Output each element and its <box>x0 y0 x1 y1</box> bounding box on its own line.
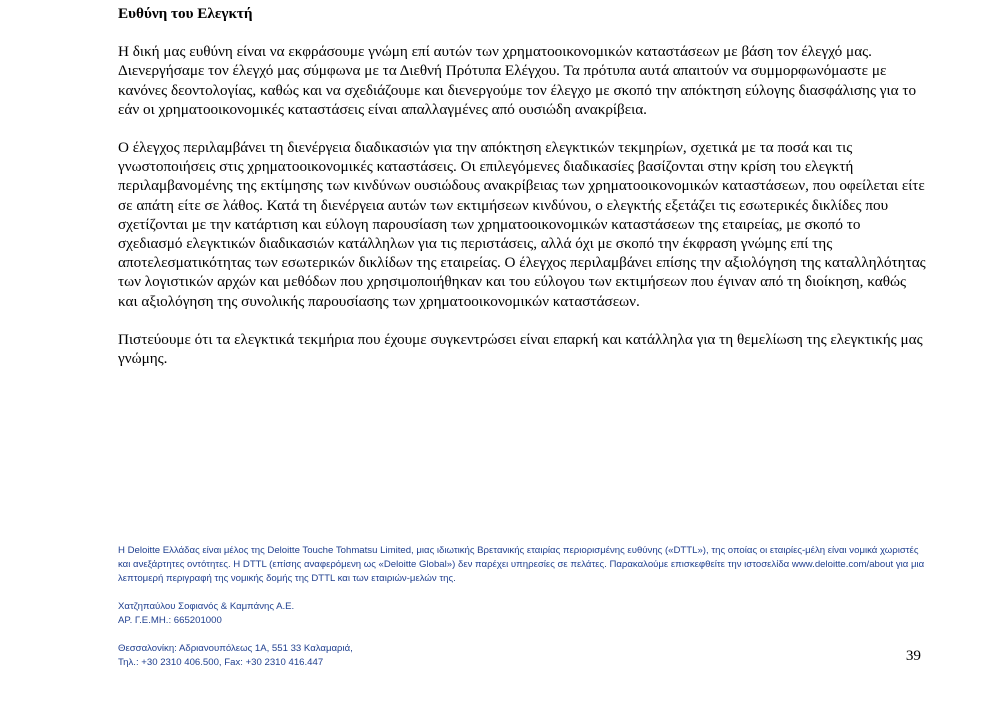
footer-disclaimer-block <box>118 544 930 586</box>
footer-contact: Τηλ.: +30 2310 406.500, Fax: +30 2310 416.447 <box>118 657 324 668</box>
footer-address-block <box>118 642 930 670</box>
paragraph-audit-procedures: Ο έλεγχος περιλαμβάνει τη διενέργεια διαδικασιών για την απόκτηση ελεγκτικών τεκμηρίων, σχετικά με τα ποσά και τις γνωστοποιήσεις στις χρηματοοικονομικές καταστάσεις. Οι επιλεγόμενες διαδικασίες βασίζονται στην κρίση του ελεγκτή περιλαμβανομένης της εκτίμησης των κινδύνων ουσιώδους ανακρίβειας των χρηματοοικονομικών καταστάσεων, που οφείλεται είτε σε απάτη είτε σε λάθος. Κατά τη διενέργεια αυτών των εκτιμήσεων κινδύνου, ο ελεγκτής εξετάζει τις εσωτερικές δικλίδες που σχετίζονται με την κατάρτιση και εύλογη παρουσίαση των χρηματοοικονομικών καταστάσεων της εταιρείας, με σκοπό το σχεδιασμό ελεγκτικών διαδικασιών κατάλληλων για τις περιστάσεις, αλλά όχι με σκοπό την έκφραση γνώμης επί της αποτελεσματικότητας των εσωτερικών δικλίδων της εταιρείας. Ο έλεγχος περιλαμβάνει επίσης την αξιολόγηση της καταλληλότητας των λογιστικών αρχών και μεθόδων που χρησιμοποιήθηκαν και του εύλογου των εκτιμήσεων που έγιναν από τη διοίκηση, καθώς και αξιολόγηση της συνολικής παρουσίασης των χρηματοοικονομικών καταστάσεων. <box>118 139 926 310</box>
footer-company-name: Χατζηπαύλου Σοφιανός & Καμπάνης Α.Ε. <box>118 601 295 612</box>
page-number: 39 <box>905 647 921 664</box>
paragraph-audit-evidence: Πιστεύουμε ότι τα ελεγκτικά τεκμήρια που έχουμε συγκεντρώσει είναι επαρκή και κατάλληλα για τη θεμελίωση της ελεγκτικής μας γνώμης. <box>118 330 923 368</box>
page-footer <box>118 544 930 670</box>
document-body <box>118 4 928 387</box>
footer-disclaimer: Η Deloitte Ελλάδας είναι μέλος της Deloitte Touche Tohmatsu Limited, μιας ιδιωτικής Βρετανικής εταιρίας περιορισμένης ευθύνης («DTTL»), της οποίας οι εταιρίες-μέλη είναι νομικά χωριστές και ανεξάρτητες οντότητες. Η DTTL (επίσης αναφερόμενη ως «Deloitte Global») δεν παρέχει υπηρεσίες σε πελάτες. Παρακαλούμε επισκεφθείτε την ιστοσελίδα www.deloitte.com/about για μια λεπτομερή περιγραφή της νομικής δομής της DTTL και των εταιριών-μελών της. <box>118 545 925 584</box>
footer-registry-number: ΑΡ. Γ.Ε.ΜΗ.: 665201000 <box>118 615 222 626</box>
footer-company-block <box>118 600 930 628</box>
section-heading: Ευθύνη του Ελεγκτή <box>118 5 253 22</box>
footer-address: Θεσσαλονίκη: Αδριανουπόλεως 1Α, 551 33 Καλαμαριά, <box>118 643 353 654</box>
paragraph-auditor-responsibility: Η δική μας ευθύνη είναι να εκφράσουμε γνώμη επί αυτών των χρηματοοικονομικών καταστάσεων με βάση τον έλεγχό μας. Διενεργήσαμε τον έλεγχό μας σύμφωνα με τα Διεθνή Πρότυπα Ελέγχου. Τα πρότυπα αυτά απαιτούν να συμμορφωνόμαστε με κανόνες δεοντολογίας, καθώς και να σχεδιάζουμε και διενεργούμε τον έλεγχο με σκοπό την απόκτηση εύλογης διασφάλισης για το εάν οι χρηματοοικονομικές καταστάσεις είναι απαλλαγμένες από ουσιώδη ανακρίβεια. <box>118 43 917 118</box>
